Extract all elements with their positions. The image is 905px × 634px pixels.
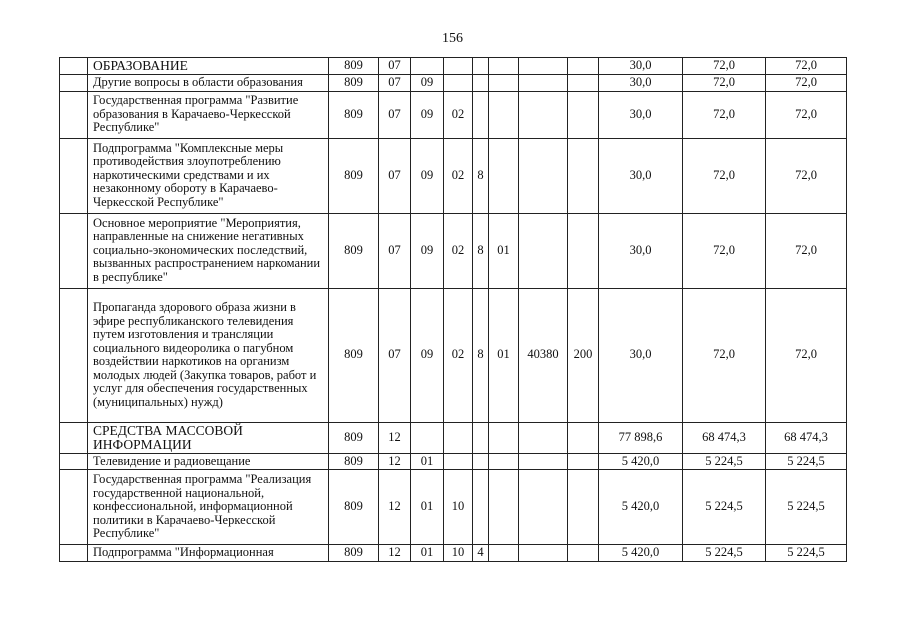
row-name: Другие вопросы в области образования — [88, 75, 329, 92]
amount-year-3: 5 224,5 — [766, 470, 847, 545]
subprogram-code — [473, 422, 489, 453]
section-code: 07 — [379, 58, 411, 75]
program-code: 02 — [444, 288, 473, 422]
table-row — [60, 422, 847, 453]
subsection-code: 09 — [411, 75, 444, 92]
main-activity-code — [489, 422, 519, 453]
amount-year-1: 5 420,0 — [599, 453, 683, 470]
main-activity-code — [489, 75, 519, 92]
amount-year-1: 30,0 — [599, 288, 683, 422]
amount-year-1: 30,0 — [599, 138, 683, 213]
grbs-code: 809 — [329, 470, 379, 545]
row-marker-cell — [60, 453, 88, 470]
table-row — [60, 75, 847, 92]
row-marker-cell — [60, 138, 88, 213]
amount-year-1: 77 898,6 — [599, 422, 683, 453]
main-activity-code — [489, 470, 519, 545]
grbs-code: 809 — [329, 288, 379, 422]
amount-year-2: 72,0 — [683, 213, 766, 288]
direction-code — [519, 422, 568, 453]
program-code: 02 — [444, 91, 473, 138]
direction-code — [519, 75, 568, 92]
direction-code — [519, 58, 568, 75]
row-name: Государственная программа "Реализация государственной национальной, конфессиональной, информационной политики в Карачаево-Черкесской Республике" — [88, 470, 329, 545]
subprogram-code: 4 — [473, 545, 489, 562]
row-marker-cell — [60, 91, 88, 138]
amount-year-2: 72,0 — [683, 288, 766, 422]
table-row — [60, 58, 847, 75]
amount-year-1: 5 420,0 — [599, 545, 683, 562]
expense-type-code — [568, 138, 599, 213]
section-code: 07 — [379, 138, 411, 213]
subsection-code: 09 — [411, 91, 444, 138]
amount-year-1: 30,0 — [599, 91, 683, 138]
subprogram-code — [473, 75, 489, 92]
subprogram-code — [473, 470, 489, 545]
row-name: Пропаганда здорового образа жизни в эфире республиканского телевидения путем изготовления и трансляции социального видеоролика о пагубном воздействии наркотиков на организм молодых людей (Закупка товаров, работ и услуг для обеспечения государственных (муниципальных) нужд) — [88, 288, 329, 422]
direction-code: 40380 — [519, 288, 568, 422]
amount-year-2: 68 474,3 — [683, 422, 766, 453]
row-marker-cell — [60, 288, 88, 422]
table-row — [60, 545, 847, 562]
amount-year-1: 30,0 — [599, 75, 683, 92]
table-row — [60, 213, 847, 288]
grbs-code: 809 — [329, 545, 379, 562]
amount-year-3: 72,0 — [766, 288, 847, 422]
table-row — [60, 91, 847, 138]
subsection-code: 01 — [411, 545, 444, 562]
row-marker-cell — [60, 470, 88, 545]
amount-year-2: 72,0 — [683, 75, 766, 92]
main-activity-code — [489, 453, 519, 470]
subsection-code: 09 — [411, 213, 444, 288]
program-code: 02 — [444, 138, 473, 213]
grbs-code: 809 — [329, 75, 379, 92]
subsection-code — [411, 422, 444, 453]
row-name: Основное мероприятие "Мероприятия, направленные на снижение негативных социально-экономических последствий, вызванных распространением наркомании в республике" — [88, 213, 329, 288]
section-code: 07 — [379, 288, 411, 422]
subsection-code: 01 — [411, 470, 444, 545]
program-code — [444, 422, 473, 453]
direction-code — [519, 545, 568, 562]
table-row — [60, 138, 847, 213]
program-code: 10 — [444, 545, 473, 562]
amount-year-2: 5 224,5 — [683, 545, 766, 562]
section-code: 12 — [379, 422, 411, 453]
direction-code — [519, 138, 568, 213]
program-code — [444, 58, 473, 75]
subsection-code: 01 — [411, 453, 444, 470]
row-marker-cell — [60, 545, 88, 562]
amount-year-2: 72,0 — [683, 91, 766, 138]
program-code: 10 — [444, 470, 473, 545]
row-marker-cell — [60, 213, 88, 288]
amount-year-2: 72,0 — [683, 138, 766, 213]
section-code: 12 — [379, 470, 411, 545]
subprogram-code — [473, 58, 489, 75]
table-row — [60, 453, 847, 470]
direction-code — [519, 470, 568, 545]
row-name: Телевидение и радиовещание — [88, 453, 329, 470]
row-name: СРЕДСТВА МАССОВОЙ ИНФОРМАЦИИ — [88, 422, 329, 453]
row-name: Подпрограмма "Комплексные меры противодействия злоупотреблению наркотическими средствами и их незаконному обороту в Карачаево-Черкесской Республике" — [88, 138, 329, 213]
section-code: 07 — [379, 91, 411, 138]
amount-year-3: 5 224,5 — [766, 453, 847, 470]
section-code: 12 — [379, 545, 411, 562]
row-marker-cell — [60, 75, 88, 92]
row-marker-cell — [60, 58, 88, 75]
amount-year-3: 72,0 — [766, 75, 847, 92]
expense-type-code — [568, 453, 599, 470]
grbs-code: 809 — [329, 422, 379, 453]
row-marker-cell — [60, 422, 88, 453]
subsection-code: 09 — [411, 138, 444, 213]
page-number: 156 — [442, 31, 463, 46]
amount-year-3: 68 474,3 — [766, 422, 847, 453]
amount-year-3: 72,0 — [766, 213, 847, 288]
amount-year-2: 5 224,5 — [683, 470, 766, 545]
subprogram-code — [473, 453, 489, 470]
expense-type-code — [568, 75, 599, 92]
amount-year-3: 72,0 — [766, 138, 847, 213]
amount-year-2: 72,0 — [683, 58, 766, 75]
grbs-code: 809 — [329, 213, 379, 288]
amount-year-3: 72,0 — [766, 91, 847, 138]
row-name: Подпрограмма "Информационная — [88, 545, 329, 562]
direction-code — [519, 91, 568, 138]
main-activity-code: 01 — [489, 288, 519, 422]
amount-year-2: 5 224,5 — [683, 453, 766, 470]
grbs-code: 809 — [329, 91, 379, 138]
amount-year-3: 5 224,5 — [766, 545, 847, 562]
main-activity-code — [489, 91, 519, 138]
subsection-code: 09 — [411, 288, 444, 422]
amount-year-3: 72,0 — [766, 58, 847, 75]
table-row — [60, 470, 847, 545]
expense-type-code — [568, 545, 599, 562]
expense-type-code — [568, 213, 599, 288]
expense-type-code: 200 — [568, 288, 599, 422]
direction-code — [519, 213, 568, 288]
main-activity-code — [489, 58, 519, 75]
subprogram-code: 8 — [473, 213, 489, 288]
expense-type-code — [568, 470, 599, 545]
expense-type-code — [568, 58, 599, 75]
budget-table — [59, 57, 847, 562]
amount-year-1: 5 420,0 — [599, 470, 683, 545]
subsection-code — [411, 58, 444, 75]
subprogram-code: 8 — [473, 288, 489, 422]
row-name: ОБРАЗОВАНИЕ — [88, 58, 329, 75]
grbs-code: 809 — [329, 58, 379, 75]
grbs-code: 809 — [329, 453, 379, 470]
row-name: Государственная программа "Развитие образования в Карачаево-Черкесской Республике" — [88, 91, 329, 138]
amount-year-1: 30,0 — [599, 213, 683, 288]
expense-type-code — [568, 91, 599, 138]
program-code: 02 — [444, 213, 473, 288]
table-row — [60, 288, 847, 422]
main-activity-code: 01 — [489, 213, 519, 288]
section-code: 07 — [379, 75, 411, 92]
expense-type-code — [568, 422, 599, 453]
section-code: 12 — [379, 453, 411, 470]
subprogram-code: 8 — [473, 138, 489, 213]
subprogram-code — [473, 91, 489, 138]
main-activity-code — [489, 138, 519, 213]
program-code — [444, 75, 473, 92]
direction-code — [519, 453, 568, 470]
amount-year-1: 30,0 — [599, 58, 683, 75]
main-activity-code — [489, 545, 519, 562]
section-code: 07 — [379, 213, 411, 288]
grbs-code: 809 — [329, 138, 379, 213]
program-code — [444, 453, 473, 470]
